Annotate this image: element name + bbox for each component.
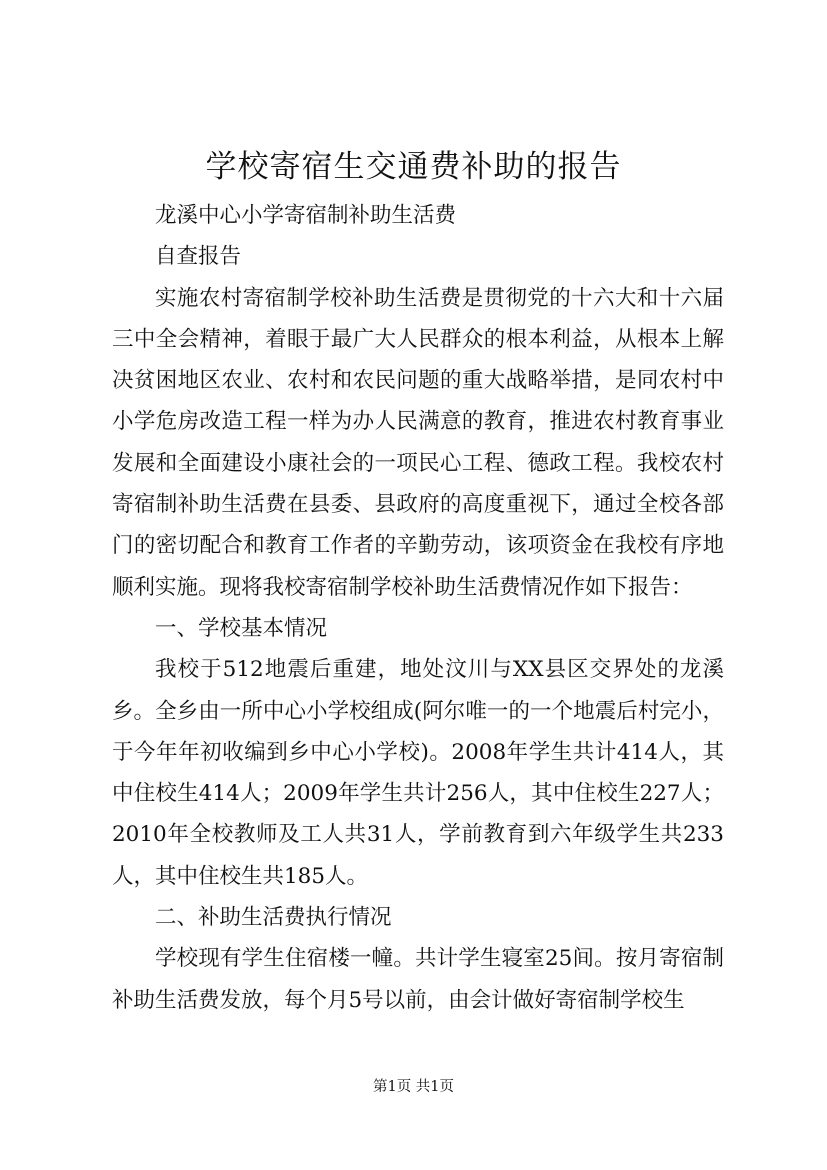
report-type-line: 自查报告 <box>155 244 242 270</box>
document-body <box>112 195 724 1021</box>
subsidy-paragraph: 学校现有学生住宿楼一幢。共计学生寝室25间。按月寄宿制补助生活费发放，每个月5号以前，由会计做好寄宿制学校生 <box>112 946 724 1013</box>
basic-info-paragraph: 我校于512地震后重建，地处汶川与XX县区交界处的龙溪乡。全乡由一所中心小学校组成(阿尔唯一的一个地震后村完小，于今年年初收编到乡中心小学校)。2008年学生共计414人，其中住校生414人；2009年学生共计256人，其中住校生227人；2010年全校教师及工人共31人，学前教育到六年级学生共233人，其中住校生共185人。 <box>112 657 724 889</box>
document-title: 学校寄宿生交通费补助的报告 <box>205 149 622 185</box>
page-footer: 第1页 共1页 <box>372 1079 455 1095</box>
subtitle-line: 龙溪中心小学寄宿制补助生活费 <box>155 203 457 228</box>
section-heading-subsidy: 二、补助生活费执行情况 <box>155 905 392 931</box>
intro-paragraph: 实施农村寄宿制学校补助生活费是贯彻党的十六大和十六届三中全会精神，着眼于最广大人民群众的根本利益，从根本上解决贫困地区农业、农村和农民问题的重大战略举措，是同农村中小学危房改造工程一样为办人民满意的教育，推进农村教育事业发展和全面建设小康社会的一项民心工程、德政工程。我校农村寄宿制补助生活费在县委、县政府的高度重视下，通过全校各部门的密切配合和教育工作者的辛勤劳动，该项资金在我校有序地顺利实施。现将我校寄宿制学校补助生活费情况作如下报告： <box>112 285 724 600</box>
section-heading-basic-info: 一、学校基本情况 <box>155 615 328 641</box>
